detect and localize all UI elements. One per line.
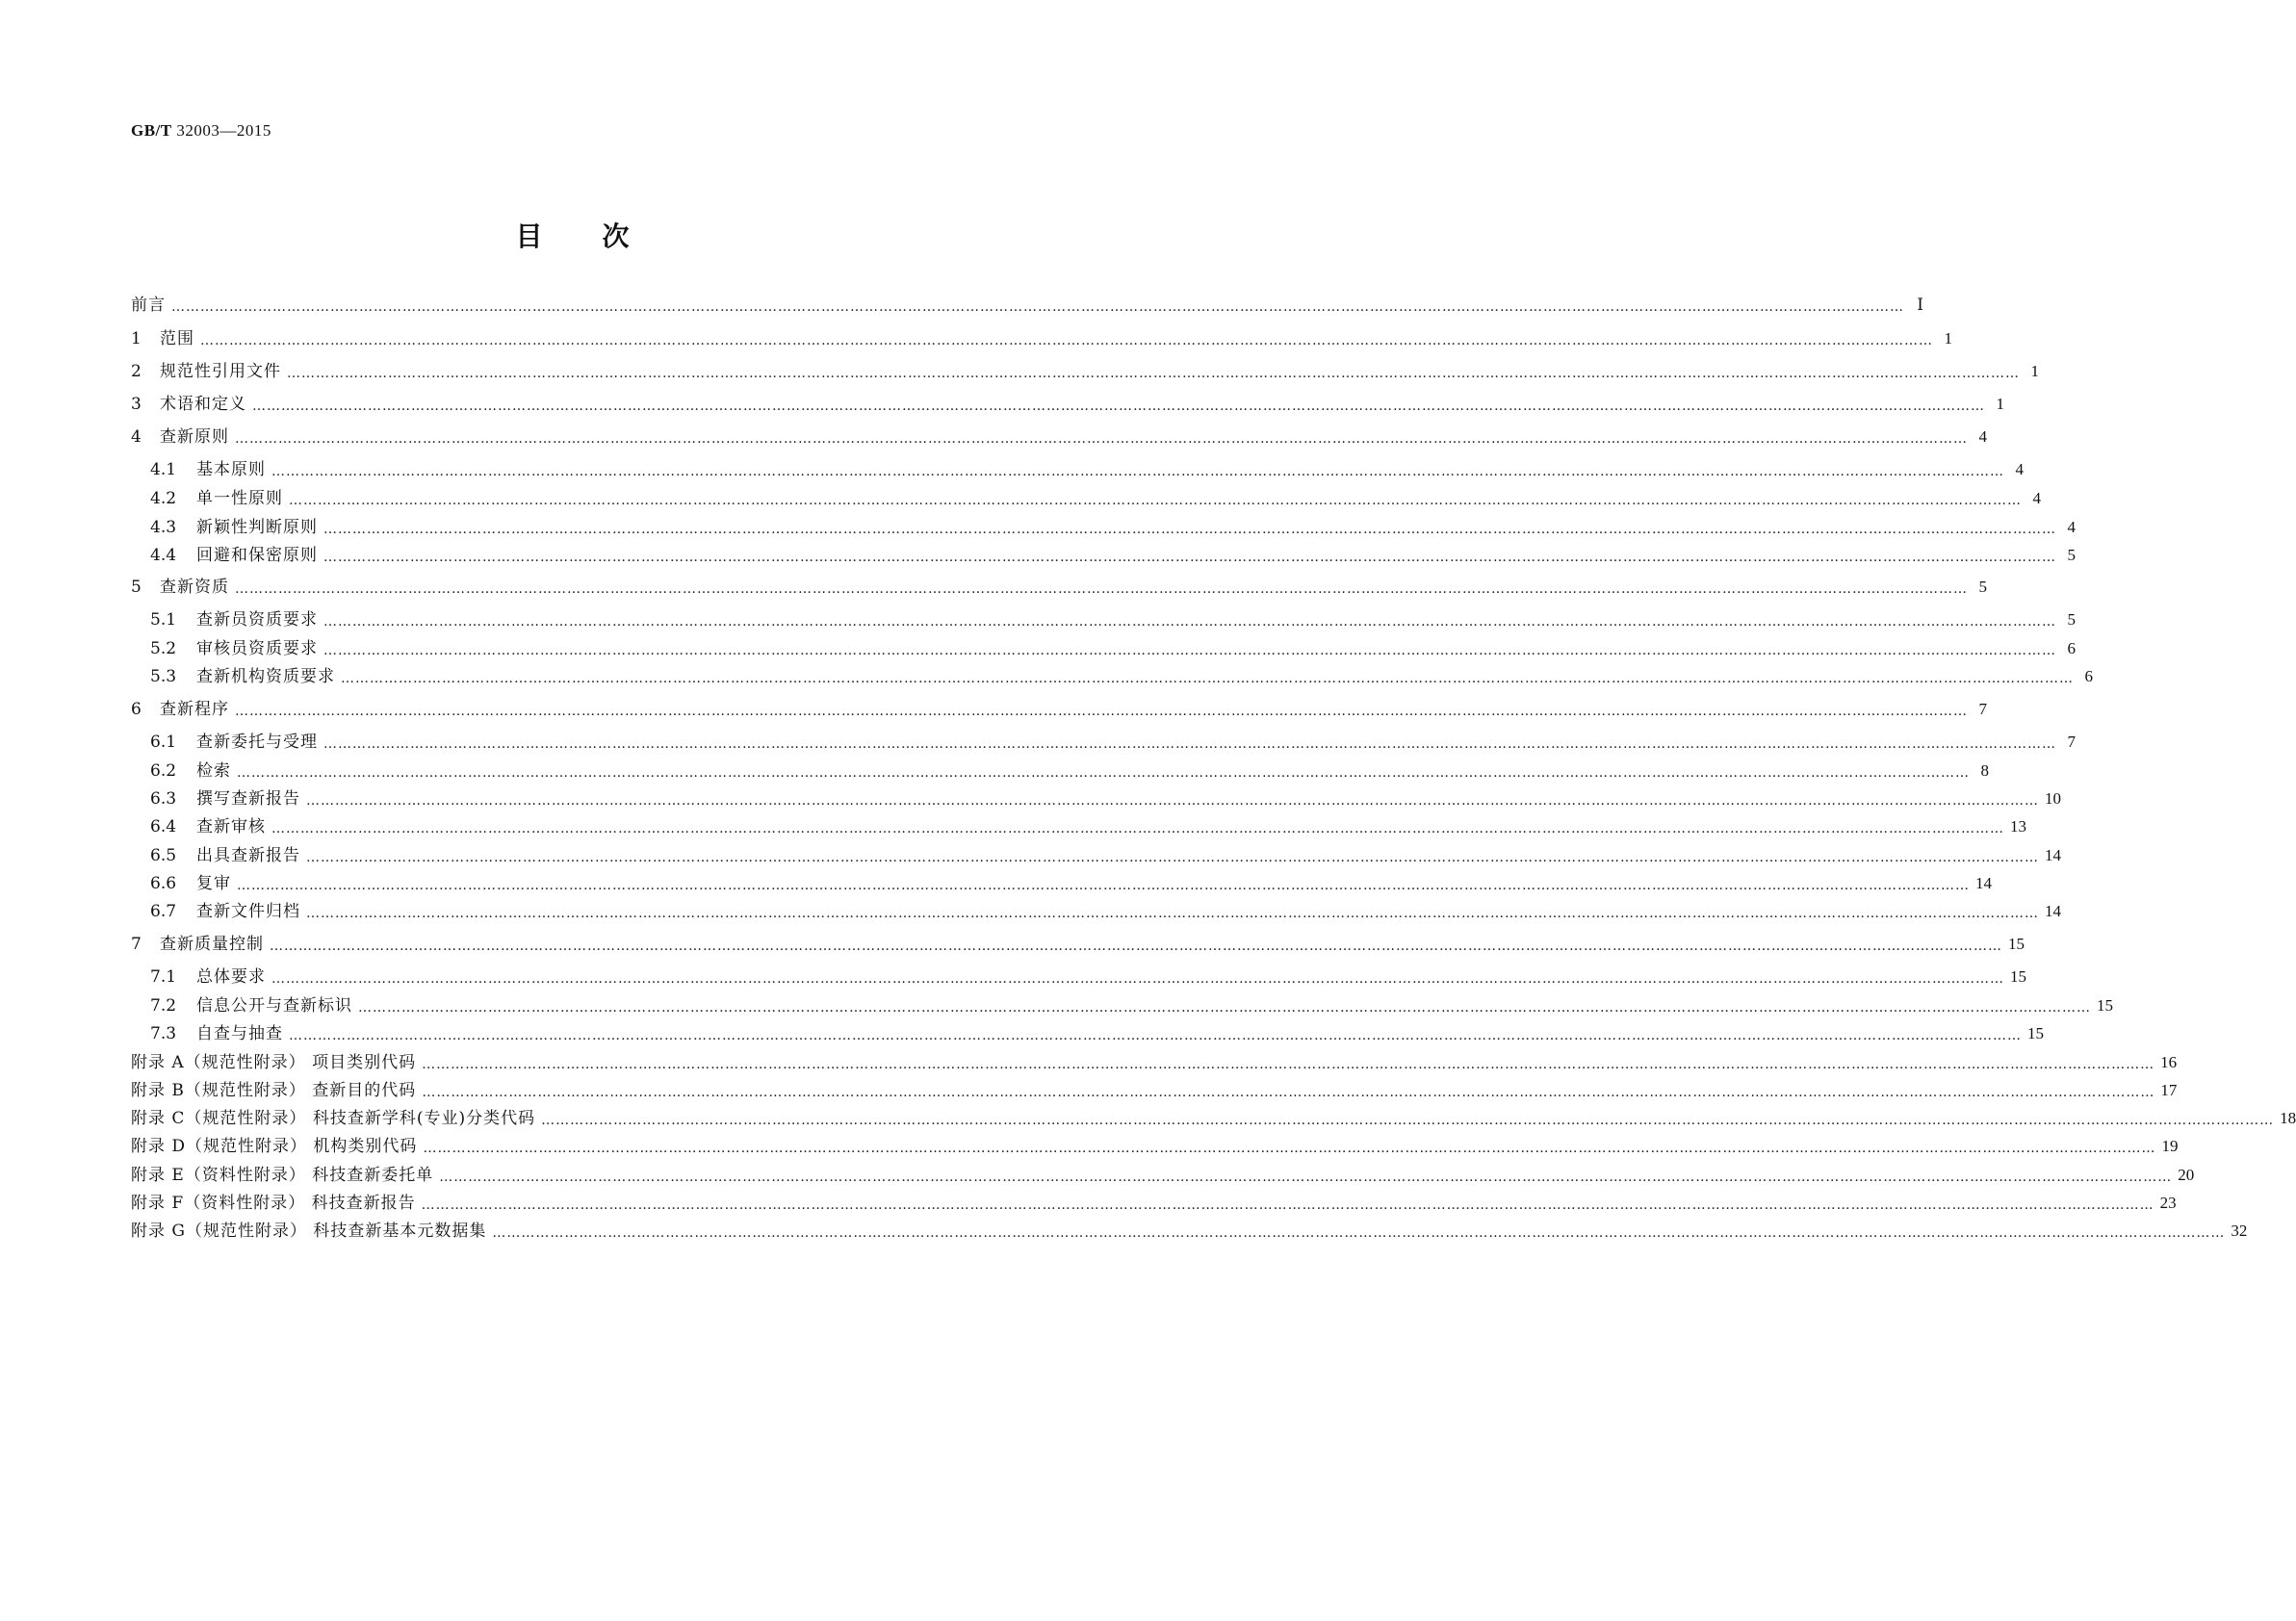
toc-entry-page: 1 — [1996, 395, 2004, 413]
toc-dot-leader: ……………………………………………………………………………………………………………………………………………………………………………………………………………………………………………………………………………………………………………………………… — [323, 643, 2056, 658]
toc-entry-number: 6.1 — [150, 733, 177, 752]
toc-entry[interactable] — [131, 1135, 2179, 1158]
toc-entry-number: 6.4 — [150, 817, 177, 836]
toc-entry[interactable] — [131, 1220, 2248, 1243]
toc-entry[interactable] — [131, 425, 1987, 449]
toc-heading — [0, 216, 1147, 254]
toc-entry-label: 附录 E（资料性附录） 科技查新委托单 — [131, 1166, 434, 1185]
toc-entry-page: Ⅰ — [1917, 296, 1923, 314]
toc-entry[interactable] — [131, 1079, 2178, 1102]
toc-entry[interactable] — [131, 1051, 2178, 1074]
toc-entry[interactable] — [131, 393, 2004, 416]
toc-entry-label: 审核员资质要求 — [196, 639, 318, 658]
toc-entry-number: 4.2 — [150, 489, 177, 508]
toc-entry-page: 20 — [2178, 1166, 2195, 1184]
toc-entry-label: 总体要求 — [196, 967, 266, 987]
toc-entry-label: 单一性原则 — [196, 489, 283, 508]
toc-entry-label: 附录 C（规范性附录） 科技查新学科(专业)分类代码 — [131, 1109, 536, 1128]
toc-entry-label: 出具查新报告 — [196, 846, 300, 865]
toc-dot-leader: ……………………………………………………………………………………………………………………………………………………………………………………………………………………………………………………………………………………………………………………………… — [323, 550, 2056, 565]
toc-dot-leader: ……………………………………………………………………………………………………………………………………………………………………………………………………………………………………………………………………………………………………………………………… — [237, 765, 1970, 781]
toc-dot-leader: ……………………………………………………………………………………………………………………………………………………………………………………………………………………………………………………………………………………………………………………………… — [235, 581, 1968, 597]
toc-dot-leader: ……………………………………………………………………………………………………………………………………………………………………………………………………………………………………………………………………………………………………………………………… — [422, 1085, 2155, 1100]
toc-entry[interactable] — [150, 844, 2061, 867]
toc-entry-page: 15 — [2097, 996, 2113, 1015]
toc-entry-page: 14 — [2045, 902, 2061, 920]
toc-entry-page: 15 — [2008, 935, 2025, 953]
toc-entry-number: 5.1 — [150, 610, 177, 630]
toc-entry-number: 6.7 — [150, 902, 177, 921]
toc-entry-number: 6.6 — [150, 874, 177, 893]
toc-entry-page: 6 — [2084, 667, 2093, 685]
toc-dot-leader: ……………………………………………………………………………………………………………………………………………………………………………………………………………………………………………………………………………………………………………………………… — [271, 971, 2004, 987]
toc-entry-page: 5 — [2067, 610, 2076, 629]
toc-entry-page: 18 — [2280, 1109, 2296, 1127]
toc-dot-leader: ……………………………………………………………………………………………………………………………………………………………………………………………………………………………………………………………………………………………………………………………… — [237, 878, 1970, 893]
toc-entry-number: 4.3 — [150, 518, 177, 537]
toc-entry-label: 查新审核 — [196, 817, 266, 836]
toc-entry-label: 回避和保密原则 — [196, 546, 318, 565]
toc-entry-number: 5 — [131, 578, 142, 597]
toc-entry[interactable] — [131, 933, 2025, 956]
toc-entry-page: 15 — [2027, 1024, 2044, 1042]
toc-dot-leader: ……………………………………………………………………………………………………………………………………………………………………………………………………………………………………………………………………………………………………………………………… — [306, 906, 2039, 921]
toc-entry[interactable] — [150, 759, 1989, 783]
toc-entry-number: 2 — [131, 362, 142, 381]
toc-entry-page: 32 — [2231, 1222, 2248, 1240]
toc-dot-leader: ……………………………………………………………………………………………………………………………………………………………………………………………………………………………………………………………………………………………………………………………… — [323, 522, 2056, 537]
toc-entry-number: 4 — [131, 427, 142, 447]
toc-entry[interactable] — [131, 1107, 2296, 1130]
toc-dot-leader: ……………………………………………………………………………………………………………………………………………………………………………………………………………………………………………………………………………………………………………………………… — [235, 431, 1968, 447]
toc-entry[interactable] — [150, 815, 2026, 838]
toc-entry-page: 6 — [2067, 639, 2076, 657]
toc-entry-label: 查新资质 — [160, 578, 229, 597]
toc-entry-page: 4 — [2067, 518, 2076, 536]
toc-entry-page: 1 — [2030, 362, 2039, 380]
toc-entry-label: 附录 G（规范性附录） 科技查新基本元数据集 — [131, 1222, 487, 1241]
toc-entry[interactable] — [150, 487, 2041, 510]
toc-dot-leader: ……………………………………………………………………………………………………………………………………………………………………………………………………………………………………………………………………………………………………………………………… — [306, 793, 2039, 809]
toc-dot-leader: ……………………………………………………………………………………………………………………………………………………………………………………………………………………………………………………………………………………………………………………………… — [492, 1225, 2226, 1241]
toc-entry-label: 信息公开与查新标识 — [196, 996, 352, 1016]
toc-entry[interactable] — [131, 1164, 2195, 1187]
toc-dot-leader: ……………………………………………………………………………………………………………………………………………………………………………………………………………………………………………………………………………………………………………………………… — [289, 1028, 2022, 1043]
toc-dot-leader: ……………………………………………………………………………………………………………………………………………………………………………………………………………………………………………………………………………………………………………………………… — [323, 614, 2056, 630]
toc-entry-page: 5 — [1978, 578, 1987, 596]
toc-entry-label: 规范性引用文件 — [160, 362, 281, 381]
toc-entry-number: 7.3 — [150, 1024, 177, 1043]
toc-entry-label: 查新委托与受理 — [196, 733, 318, 752]
toc-entry-number: 1 — [131, 329, 142, 348]
toc-entry-label: 查新机构资质要求 — [196, 667, 335, 686]
toc-entry[interactable] — [150, 900, 2061, 923]
toc-entry-label: 自查与抽查 — [196, 1024, 283, 1043]
toc-dot-leader: ……………………………………………………………………………………………………………………………………………………………………………………………………………………………………………………………………………………………………………………………… — [200, 333, 1933, 348]
toc-entry-page: 10 — [2045, 789, 2061, 808]
toc-entry-number: 4.1 — [150, 460, 177, 479]
toc-entry[interactable] — [150, 994, 2113, 1017]
toc-dot-leader: ……………………………………………………………………………………………………………………………………………………………………………………………………………………………………………………………………………………………………………………………… — [252, 399, 1985, 414]
toc-entry-page: 23 — [2159, 1194, 2177, 1212]
toc-entry[interactable] — [150, 731, 2076, 754]
toc-dot-leader: ……………………………………………………………………………………………………………………………………………………………………………………………………………………………………………………………………………………………………………………………… — [271, 464, 2004, 479]
toc-dot-leader: ……………………………………………………………………………………………………………………………………………………………………………………………………………………………………………………………………………………………………………………………… — [287, 366, 2020, 381]
toc-entry-label: 查新程序 — [160, 700, 229, 719]
toc-entry-page: 13 — [2010, 817, 2026, 836]
toc-dot-leader: ……………………………………………………………………………………………………………………………………………………………………………………………………………………………………………………………………………………………………………………………… — [341, 671, 2074, 686]
toc-entry[interactable] — [131, 576, 1987, 599]
toc-entry-label: 查新原则 — [160, 427, 229, 447]
toc-entry-number: 6.3 — [150, 789, 177, 809]
toc-entry-page: 7 — [1978, 700, 1987, 718]
toc-entry[interactable] — [131, 1192, 2177, 1215]
toc-entry[interactable] — [150, 608, 2076, 631]
toc-entry-label: 附录 A（规范性附录） 项目类别代码 — [131, 1053, 417, 1072]
toc-dot-leader: ……………………………………………………………………………………………………………………………………………………………………………………………………………………………………………………………………………………………………………………………… — [358, 1000, 2091, 1016]
standard-number: 32003—2015 — [176, 121, 271, 140]
toc-entry-page: 15 — [2010, 967, 2026, 986]
toc-entry-label: 复审 — [196, 874, 231, 893]
toc-entry-page: 4 — [2015, 460, 2024, 478]
toc-dot-leader: ……………………………………………………………………………………………………………………………………………………………………………………………………………………………………………………………………………………………………………………………… — [289, 493, 2022, 508]
toc-heading-char-2: 次 — [602, 220, 632, 252]
toc-entry-label: 检索 — [196, 761, 231, 781]
toc-entry-page: 14 — [1975, 874, 1992, 892]
toc-dot-leader: ……………………………………………………………………………………………………………………………………………………………………………………………………………………………………………………………………………………………………………………………… — [421, 1197, 2154, 1213]
toc-entry-label: 附录 B（规范性附录） 查新目的代码 — [131, 1081, 417, 1100]
toc-entry-label: 查新文件归档 — [196, 902, 300, 921]
toc-entry[interactable] — [131, 698, 1987, 721]
toc-entry[interactable] — [131, 327, 1952, 350]
toc-dot-leader: ……………………………………………………………………………………………………………………………………………………………………………………………………………………………………………………………………………………………………………………………… — [171, 299, 1904, 315]
toc-entry-number: 6 — [131, 700, 142, 719]
toc-entry-label: 查新质量控制 — [160, 935, 264, 954]
toc-entry-label: 附录 F（资料性附录） 科技查新报告 — [131, 1194, 416, 1213]
toc-entry-page: 17 — [2160, 1081, 2178, 1099]
toc-entry-label: 新颖性判断原则 — [196, 518, 318, 537]
toc-dot-leader: ……………………………………………………………………………………………………………………………………………………………………………………………………………………………………………………………………………………………………………………………… — [306, 850, 2039, 865]
toc-entry-page: 14 — [2045, 846, 2061, 864]
toc-entry-number: 7 — [131, 935, 142, 954]
toc-entry-number: 3 — [131, 395, 142, 414]
toc-dot-leader: ……………………………………………………………………………………………………………………………………………………………………………………………………………………………………………………………………………………………………………………………… — [270, 939, 2002, 954]
toc-entry-label: 术语和定义 — [160, 395, 246, 414]
toc-entry-page: 4 — [1978, 427, 1987, 446]
toc-dot-leader: ……………………………………………………………………………………………………………………………………………………………………………………………………………………………………………………………………………………………………………………………… — [323, 736, 2056, 752]
toc-entry-number: 6.5 — [150, 846, 177, 865]
toc-entry-number: 7.2 — [150, 996, 177, 1016]
toc-heading-char-1: 目 — [515, 220, 545, 252]
toc-entry-page: 7 — [2067, 733, 2076, 751]
toc-entry[interactable] — [150, 516, 2076, 539]
toc-dot-leader: ……………………………………………………………………………………………………………………………………………………………………………………………………………………………………………………………………………………………………………………………… — [422, 1057, 2155, 1072]
toc-dot-leader: ……………………………………………………………………………………………………………………………………………………………………………………………………………………………………………………………………………………………………………………………… — [439, 1170, 2173, 1185]
toc-entry-page: 19 — [2161, 1137, 2179, 1155]
toc-entry-label: 撰写查新报告 — [196, 789, 300, 809]
toc-entry-page: 1 — [1944, 329, 1952, 347]
toc-entry-label: 前言 — [131, 296, 166, 315]
toc-entry-page: 4 — [2032, 489, 2041, 507]
toc-entry-page: 5 — [2067, 546, 2076, 564]
toc-entry-label: 范围 — [160, 329, 194, 348]
toc-entry[interactable] — [150, 872, 1992, 895]
toc-entry-page: 16 — [2160, 1053, 2178, 1071]
toc-dot-leader: ……………………………………………………………………………………………………………………………………………………………………………………………………………………………………………………………………………………………………………………………… — [271, 821, 2004, 836]
toc-entry[interactable] — [150, 1022, 2044, 1045]
toc-entry[interactable] — [150, 787, 2061, 810]
toc-entry[interactable] — [150, 637, 2076, 660]
standard-prefix: GB/T — [131, 121, 172, 140]
toc-dot-leader: ……………………………………………………………………………………………………………………………………………………………………………………………………………………………………………………………………………………………………………………………… — [423, 1141, 2156, 1156]
toc-entry-number: 7.1 — [150, 967, 177, 987]
toc-entry-page: 8 — [1980, 761, 1989, 780]
toc-entry-number: 5.3 — [150, 667, 177, 686]
toc-entry-label: 基本原则 — [196, 460, 266, 479]
toc-dot-leader: ……………………………………………………………………………………………………………………………………………………………………………………………………………………………………………………………………………………………………………………………… — [235, 704, 1968, 719]
toc-entry-label: 附录 D（规范性附录） 机构类别代码 — [131, 1137, 418, 1156]
toc-entry[interactable] — [150, 965, 2026, 989]
toc-entry[interactable] — [150, 458, 2024, 481]
toc-entry[interactable] — [131, 294, 1923, 317]
toc-dot-leader: ……………………………………………………………………………………………………………………………………………………………………………………………………………………………………………………………………………………………………………………………… — [541, 1113, 2275, 1128]
toc-entry[interactable] — [131, 360, 2039, 383]
toc-entry-number: 5.2 — [150, 639, 177, 658]
standard-code — [131, 121, 271, 141]
toc-entry-number: 4.4 — [150, 546, 177, 565]
toc-entry-label: 查新员资质要求 — [196, 610, 318, 630]
toc-entry[interactable] — [150, 665, 2093, 688]
toc-entry-number: 6.2 — [150, 761, 177, 781]
toc-entry[interactable] — [150, 544, 2076, 567]
